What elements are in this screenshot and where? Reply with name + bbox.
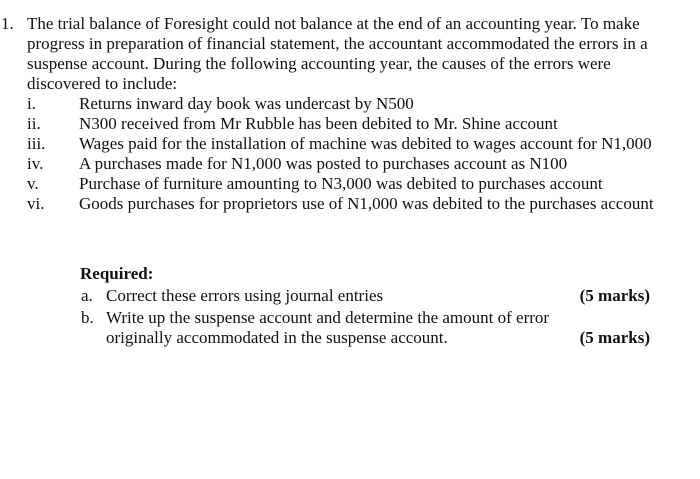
error-list (27, 94, 667, 214)
error-number: iv. (27, 154, 44, 173)
error-number: v. (27, 174, 39, 193)
error-text: N300 received from Mr Rubble has been debited to Mr. Shine account (79, 114, 558, 133)
error-text: Wages paid for the installation of machine was debited to wages account for N1,000 (79, 134, 652, 153)
list-item (27, 114, 667, 134)
error-number: i. (27, 94, 36, 113)
required-item (80, 286, 660, 306)
error-text: A purchases made for N1,000 was posted to purchases account as N100 (79, 154, 568, 173)
required-item (80, 308, 660, 348)
error-number: vi. (27, 194, 45, 213)
list-item (27, 94, 667, 114)
marks-label: (5 marks) (579, 286, 650, 305)
required-letter: b. (81, 308, 94, 327)
error-text: Purchase of furniture amounting to N3,000 was debited to purchases account (79, 174, 603, 193)
required-text: Correct these errors using journal entries (106, 286, 384, 305)
question-intro: The trial balance of Foresight could not balance at the end of an accounting year. To make progress in preparation of financial statement, the accountant accommodated the errors in a suspense account. During the following accounting year, the causes of the errors were discovered to include: (27, 14, 648, 93)
required-heading: Required: (80, 264, 154, 283)
error-number: ii. (27, 114, 41, 133)
list-item (27, 174, 667, 194)
list-item (27, 134, 667, 154)
error-text: Returns inward day book was undercast by N500 (79, 94, 414, 113)
list-item (27, 154, 667, 174)
required-letter: a. (81, 286, 93, 305)
question-number: 1. (1, 14, 14, 33)
marks-label: (5 marks) (579, 328, 650, 347)
required-text: Write up the suspense account and determine the amount of error originally accommodated in the suspense account. (106, 308, 550, 347)
error-number: iii. (27, 134, 46, 153)
error-text: Goods purchases for proprietors use of N1,000 was debited to the purchases account (79, 194, 654, 213)
required-section (80, 264, 660, 350)
list-item (27, 194, 667, 214)
